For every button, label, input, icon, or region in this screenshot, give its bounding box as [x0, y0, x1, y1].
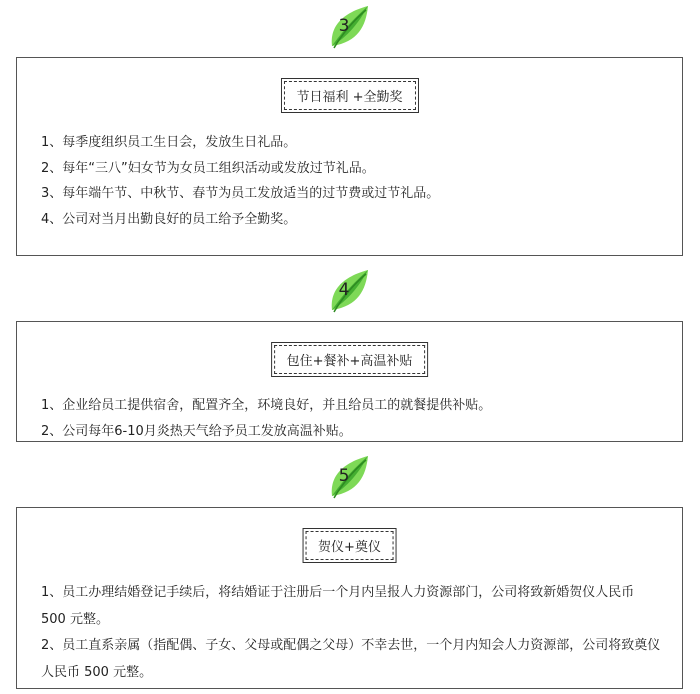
card-title-frame: [302, 528, 397, 563]
list-item: 1、企业给员工提供宿舍，配置齐全，环境良好，并且给员工的就餐提供补贴。: [41, 398, 492, 413]
card-housing-meals-allowance: [16, 321, 683, 442]
list-item: 4、公司对当月出勤良好的员工给予全勤奖。: [41, 211, 297, 227]
benefit-list: [41, 130, 662, 232]
benefit-list: [41, 580, 662, 686]
section-number: 4: [338, 280, 350, 300]
card-holiday-benefits: [16, 57, 683, 256]
section-number: 5: [338, 466, 350, 486]
list-item: 2、每年“三八”妇女节为女员工组织活动或发放过节礼品。: [41, 160, 375, 176]
list-item: 3、每年端午节、中秋节、春节为员工发放适当的过节费或过节礼品。: [41, 186, 440, 201]
card-title: 节日福利 +全勤奖: [283, 81, 415, 110]
list-item: 1、每季度组织员工生日会，发放生日礼品。: [41, 135, 297, 150]
list-item: 2、公司每年6-10月炎热天气给予员工发放高温补贴。: [41, 423, 352, 439]
card-title-frame: [271, 342, 429, 377]
benefit-list: [41, 393, 662, 444]
card-title: 贺仪+奠仪: [305, 531, 394, 560]
card-title: 包住+餐补+高温补贴: [274, 345, 426, 374]
section-4-leaf-icon: [328, 266, 372, 314]
section-number: 3: [338, 16, 350, 36]
list-item: 2、员工直系亲属（指配偶、子女、父母或配偶之父母）不幸去世，一个月内知会人力资源部，公司将致奠仪人民币 500 元整。: [41, 638, 661, 680]
section-3-leaf-icon: [328, 2, 372, 50]
list-item: 1、员工办理结婚登记手续后，将结婚证于注册后一个月内呈报人力资源部门，公司将致新婚贺仪人民币 500 元整。: [41, 585, 635, 627]
card-title-frame: [280, 78, 418, 113]
card-wedding-funeral-gifts: [16, 507, 683, 689]
section-5-leaf-icon: [328, 452, 372, 500]
